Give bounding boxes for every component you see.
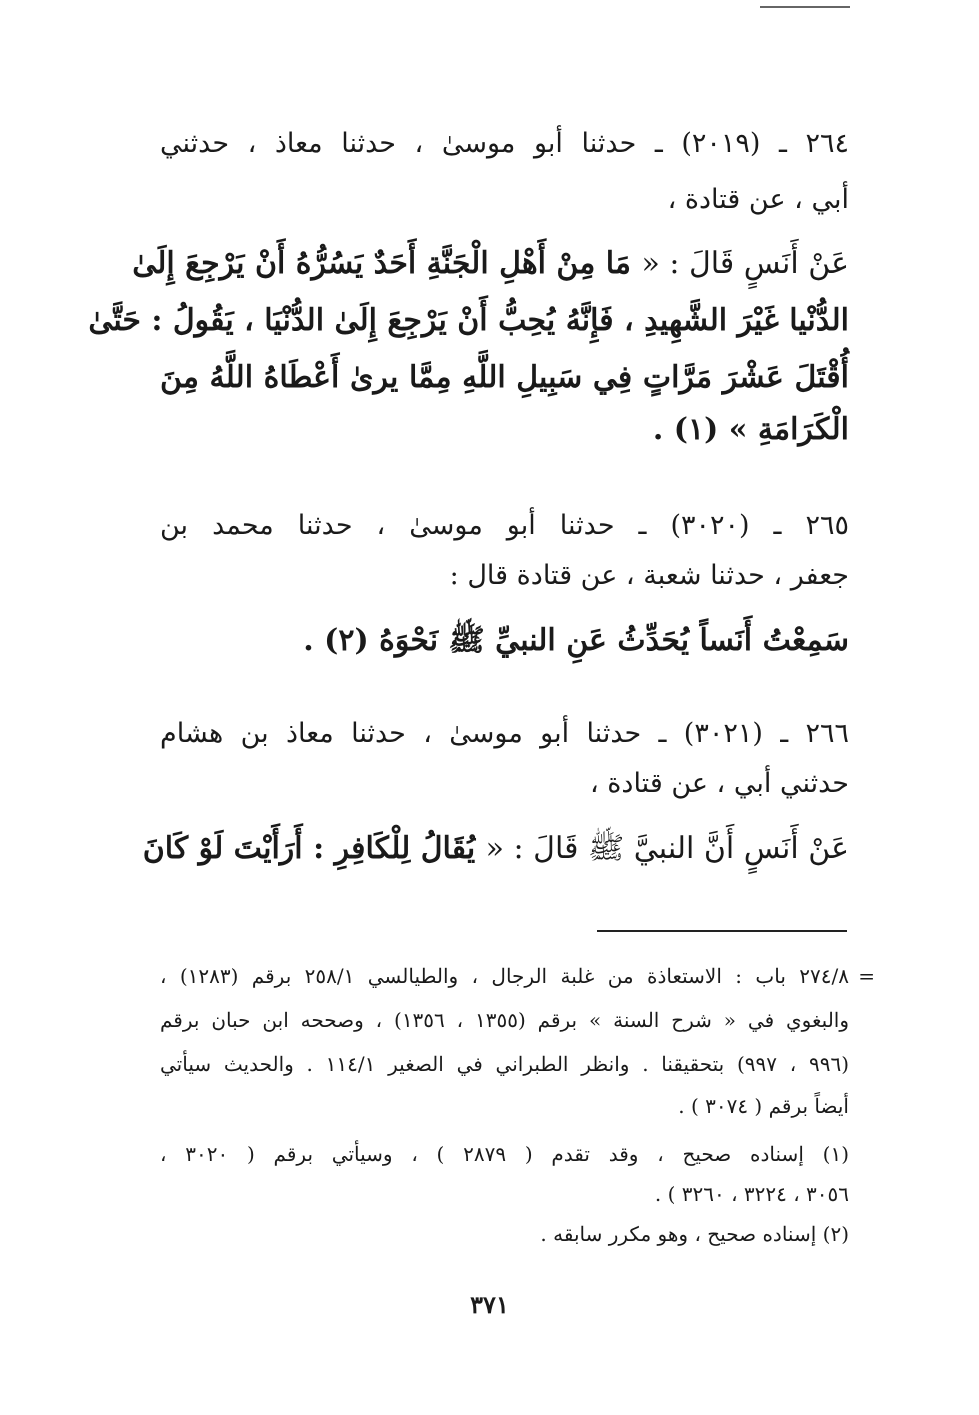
footnote-continuation-line-1 [160, 964, 875, 988]
footnote-1-line-1: (١) إسناده صحيح ، وقد تقدم ( ٢٨٧٩ ) ، وسيأتي برقم ( ٣٠٢٠ ، [160, 1142, 850, 1166]
hadith-266-chain-line-2: حدثني أبي ، عن قتادة ، [589, 768, 849, 799]
continuation-marker: = [858, 964, 875, 988]
footnote-continuation-line-2: والبغوي في « شرح السنة » برقم (١٣٥٥ ، ١٣٥٦) ، وصححه ابن حبان برقم [160, 1008, 849, 1032]
hadith-264-chain-line-2: أبي ، عن قتادة ، [667, 184, 849, 215]
hadith-265-matn: سَمِعْتُ أَنَساً يُحَدِّثُ عَنِ النبيِّ ﷺ نَحْوَهُ (٢) . [303, 623, 849, 658]
hadith-264-matn-line-1 [132, 246, 849, 281]
hadith-266-chain-line-1: ٢٦٦ ـ (٣٠٢١) ـ حدثنا أبو موسىٰ ، حدثنا معاذ بن هشام [160, 718, 850, 749]
footnote-1-line-2: ٣٠٥٦ ، ٣٢٢٤ ، ٣٢٦٠ ) . [654, 1182, 849, 1206]
hadith-264-matn-text-1: مَا مِنْ أَهْلِ الْجَنَّةِ أَحَدٌ يَسُرُّهُ أَنْ يَرْجِعَ إِلَىٰ [132, 246, 631, 281]
footnote-continuation-line-3: (٩٩٦ ، ٩٩٧) بتحقيقنا . وانظر الطبراني في الصغير ١١٤/١ . والحديث سيأتي [160, 1052, 849, 1076]
hadith-266-matn-intro: عَنْ أَنَسٍ أَنَّ النبيَّ ﷺ قَالَ : « [485, 831, 849, 866]
hadith-264-matn-line-2: الدُّنْيا غَيْرَ الشَّهِيدِ ، فَإِنَّهُ يُحِبُّ أَنْ يَرْجِعَ إِلَىٰ الدُّنْيَا ، يَقُولُ : حَتَّىٰ [88, 303, 849, 338]
hadith-264-matn-line-3: أُقْتَلَ عَشْرَ مَرَّاتٍ فِي سَبِيلِ اللَّهِ مِمَّا يرىٰ أَعْطَاهُ اللَّهُ مِنَ [160, 360, 849, 395]
top-edge-rule [760, 6, 850, 8]
hadith-266-matn-line-1 [142, 830, 849, 873]
hadith-264-matn-intro: عَنْ أَنَسٍ قَالَ : « [641, 246, 849, 281]
footnote-continuation-line-4: أيضاً برقم ( ٣٠٧٤ ) . [678, 1094, 849, 1118]
hadith-264-chain-line-1: ٢٦٤ ـ (٢٠١٩) ـ حدثنا أبو موسىٰ ، حدثنا معاذ ، حدثني [160, 128, 850, 159]
footnote-2: (٢) إسناده صحيح ، وهو مكرر سابقه . [540, 1222, 849, 1246]
hadith-264-matn-line-4: الْكَرَامَةِ » (١) . [652, 412, 849, 447]
footnote-continuation-text-1: ٢٧٤/٨ باب : الاستعاذة من غلبة الرجال ، والطيالسي ٢٥٨/١ برقم (١٢٨٣) ، [160, 964, 849, 988]
hadith-266-matn-text: يُقَالُ لِلْكَافِرِ : أَرَأَيْتَ لَوْ كَانَ [142, 831, 476, 866]
page-number: ٣٧١ [470, 1290, 509, 1319]
hadith-265-chain-line-2: جعفر ، حدثنا شعبة ، عن قتادة قال : [449, 560, 849, 591]
hadith-265-chain-line-1: ٢٦٥ ـ (٣٠٢٠) ـ حدثنا أبو موسىٰ ، حدثنا محمد بن [160, 510, 849, 541]
footnote-divider [597, 930, 847, 932]
